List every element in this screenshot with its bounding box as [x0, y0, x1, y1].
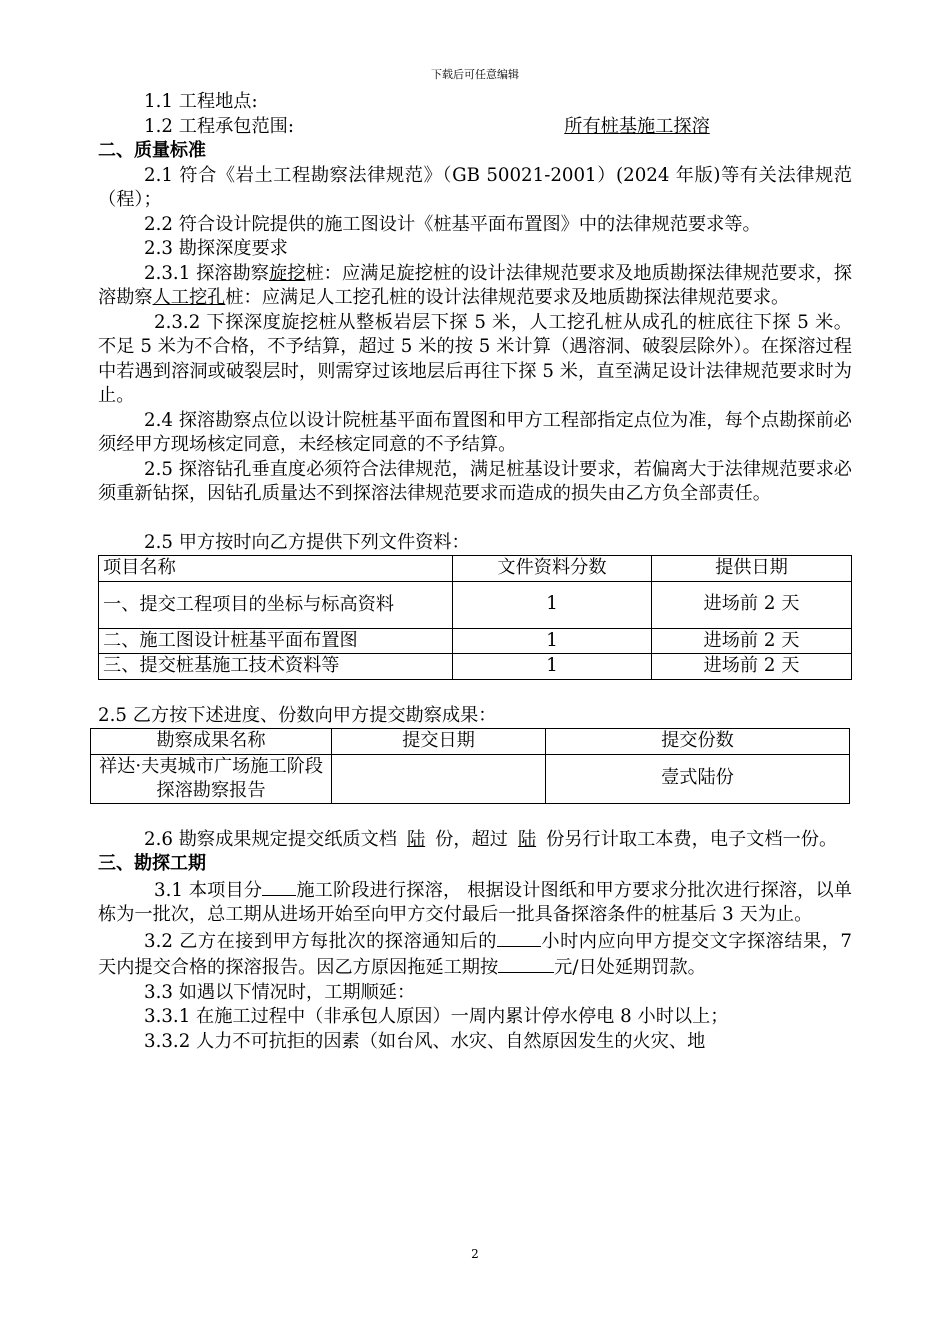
table-cell: 进场前 2 天 — [652, 581, 852, 628]
table-header-cell: 项目名称 — [99, 556, 453, 582]
page-number: 2 — [471, 1247, 479, 1261]
table-header-cell: 提交份数 — [546, 729, 850, 755]
clause-2-3-1: 2.3.1 探溶勘察旋挖桩：应满足旋挖桩的设计法律规范要求及地质勘探法律规范要求，探溶勘察人工挖孔桩：应满足人工挖孔桩的设计法律规范要求及地质勘探法律规范要求。 — [98, 262, 852, 308]
contract-scope: 1.2 工程承包范围: 所有桩基施工探溶 — [144, 115, 710, 137]
clause-3-3-2: 3.3.2 人力不可抗拒的因素（如台风、水灾、自然原因发生的火灾、地 — [144, 1030, 706, 1052]
clause-2-4: 2.4 探溶勘察点位以设计院桩基平面布置图和甲方工程部指定点位为准，每个点勘探前必须经甲方现场核定同意，未经核定同意的不予结算。 — [98, 409, 852, 455]
clause-2-5-docs: 2.5 甲方按时向乙方提供下列文件资料： — [144, 531, 470, 553]
table-cell: 一、提交工程项目的坐标与标高资料 — [99, 581, 453, 628]
page-header: 下载后可任意编辑 — [431, 68, 519, 81]
clause-2-5: 2.5 探溶钻孔垂直度必须符合法律规范，满足桩基设计要求，若偏离大于法律规范要求必须重新钻探，因钻孔质量达不到探溶法律规范要求而造成的损失由乙方负全部责任。 — [98, 458, 852, 504]
section-schedule-heading: 三、勘探工期 — [98, 853, 206, 874]
table-cell: 祥达·夫夷城市广场施工阶段探溶勘察报告 — [91, 754, 332, 803]
table-cell: 二、施工图设计桩基平面布置图 — [99, 628, 453, 654]
table-row — [99, 581, 852, 628]
project-location: 1.1 工程地点: — [144, 91, 258, 112]
table-cell: 1 — [453, 581, 652, 628]
table-cell: 1 — [453, 628, 652, 654]
clause-2-6: 2.6 勘察成果规定提交纸质文档 陆 份，超过 陆 份另行计取工本费，电子文档一份。 — [144, 828, 838, 850]
table-header-cell: 提交日期 — [332, 729, 546, 755]
table-header-cell: 提供日期 — [652, 556, 852, 582]
table-row — [91, 754, 850, 803]
section-quality-heading: 二、质量标准 — [98, 140, 206, 161]
clause-2-1: 2.1 符合《岩土工程勘察法律规范》（GB 50021-2001）(2024 年版)等有关法律规范（程）； — [98, 164, 852, 210]
clause-3-2: 3.2 乙方在接到甲方每批次的探溶通知后的 小时内应向甲方提交文字探溶结果，7 天内提交合格的探溶报告。因乙方原因拖延工期按 元/日处延期罚款。 — [98, 928, 852, 981]
table-cell: 进场前 2 天 — [652, 628, 852, 654]
clause-2-5-results: 2.5 乙方按下述进度、份数向甲方提交勘察成果： — [98, 704, 497, 726]
table-cell: 三、提交桩基施工技术资料等 — [99, 654, 453, 680]
table-header-cell: 文件资料分数 — [453, 556, 652, 582]
clause-2-3-2: 2.3.2 下探深度旋挖桩从整板岩层下探 5 米，人工挖孔桩从成孔的桩底往下探 5 米。不足 5 米为不合格，不予结算，超过 5 米的按 5 米计算（遇溶洞、破裂层除外）。在探溶过程中若遇到溶洞或破裂层时，则需穿过该地层后再往下探 5 米，直至满足设计法律规范要求时为止。 — [98, 311, 852, 406]
table-header-row — [91, 729, 850, 755]
clause-2-2: 2.2 符合设计院提供的施工图设计《桩基平面布置图》中的法律规范要求等。 — [144, 213, 761, 235]
table-row — [99, 628, 852, 654]
table-header-row — [99, 556, 852, 582]
clause-3-3-1: 3.3.1 在施工过程中（非承包人原因）一周内累计停水停电 8 小时以上； — [144, 1006, 729, 1027]
table-header-cell: 勘察成果名称 — [91, 729, 332, 755]
clause-2-3: 2.3 勘探深度要求 — [144, 238, 288, 259]
table-row — [99, 654, 852, 680]
table-cell: 壹式陆份 — [546, 754, 850, 803]
clause-3-3: 3.3 如遇以下情况时，工期顺延： — [144, 981, 416, 1003]
clause-3-1: 3.1 本项目分 施工阶段进行探溶， 根据设计图纸和甲方要求分批次进行探溶，以单栋为一批次，总工期从进场开始至向甲方交付最后一批具备探溶条件的桩基后 3 天为止。 — [98, 877, 852, 928]
documents-table — [98, 555, 852, 680]
table-cell: 1 — [453, 654, 652, 680]
results-table — [90, 728, 850, 804]
table-cell — [332, 754, 546, 803]
table-cell: 进场前 2 天 — [652, 654, 852, 680]
document-body — [98, 90, 852, 1054]
